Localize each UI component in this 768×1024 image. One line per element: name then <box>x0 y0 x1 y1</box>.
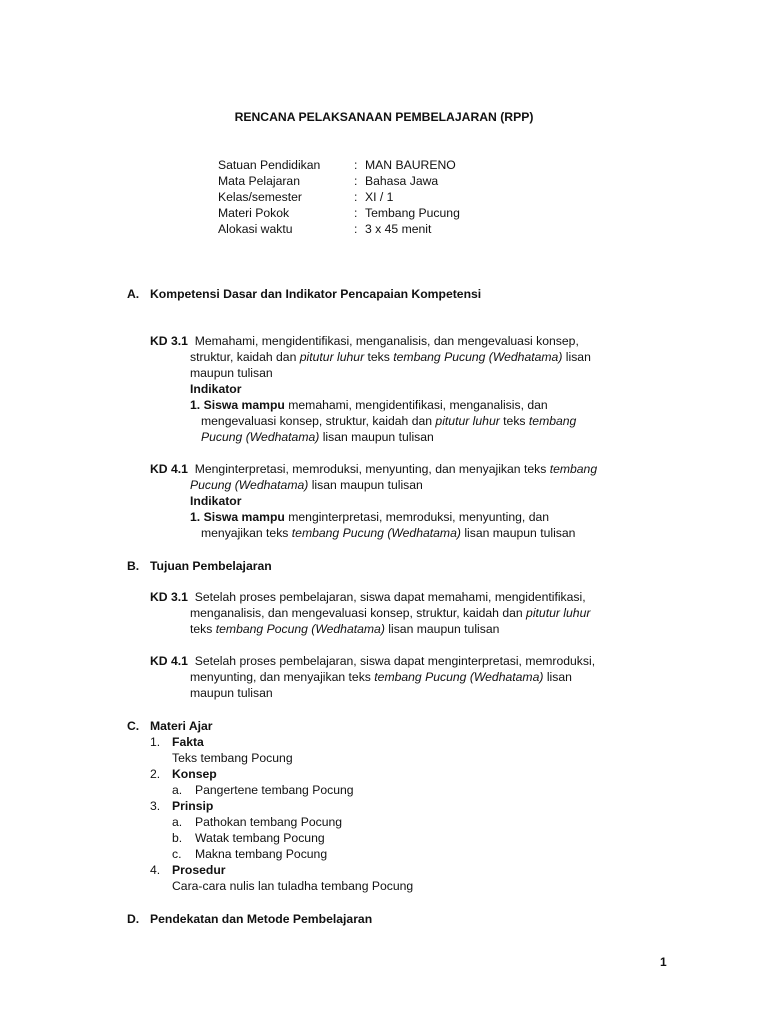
meta-label: Mata Pelajaran <box>218 174 300 188</box>
kd-code: KD 3.1 <box>150 334 188 348</box>
indikator-item: 1. Siswa mampu memahami, mengidentifikasi, menganalisis, dan <box>190 398 548 412</box>
page-number: 1 <box>660 955 667 969</box>
tujuan-kd41-line3: maupun tulisan <box>190 686 273 700</box>
meta-label: Alokasi waktu <box>218 222 293 236</box>
tujuan-kd31-line2: menganalisis, dan mengevaluasi konsep, struktur, kaidah dan pitutur luhur <box>190 606 591 620</box>
materi-text: Cara-cara nulis lan tuladha tembang Pocung <box>172 879 414 893</box>
meta-label: Satuan Pendidikan <box>218 158 321 172</box>
kd31-line1: KD 3.1 Memahami, mengidentifikasi, menganalisis, dan mengevaluasi konsep, <box>150 334 579 348</box>
materi-item-konsep: 2. <box>150 767 161 781</box>
section-a-heading: A. Kompetensi Dasar dan Indikator Pencapaian Kompetensi <box>127 287 482 301</box>
meta-label: Materi Pokok <box>218 206 290 220</box>
meta-value: MAN BAURENO <box>365 158 456 172</box>
kd41-line2: Pucung (Wedhatama) lisan maupun tulisan <box>190 478 423 492</box>
materi-sub-item: Watak tembang Pocung <box>195 831 325 845</box>
materi-sub-item: Pathokan tembang Pocung <box>195 815 343 829</box>
indikator-item: 1. Siswa mampu menginterpretasi, memroduksi, menyunting, dan <box>190 510 550 524</box>
document-title: RENCANA PELAKSANAAN PEMBELAJARAN (RPP) <box>234 110 534 124</box>
section-c-heading: C. Materi Ajar <box>127 719 213 733</box>
meta-value: XI / 1 <box>365 190 394 204</box>
meta-value: Tembang Pucung <box>365 206 460 220</box>
indikator-label: Indikator <box>190 382 242 396</box>
kd-code: KD 4.1 <box>150 462 188 476</box>
indikator-label: Indikator <box>190 494 242 508</box>
section-b-heading: B. Tujuan Pembelajaran <box>127 559 272 573</box>
indikator-item-line2: mengevaluasi konsep, struktur, kaidah dan pitutur luhur teks tembang <box>201 414 577 428</box>
kd-code: KD 4.1 <box>150 654 188 668</box>
tujuan-kd31-line3: teks tembang Pocung (Wedhatama) lisan maupun tulisan <box>190 622 500 636</box>
kd-code: KD 3.1 <box>150 590 188 604</box>
materi-item-prosedur: 4. <box>150 863 161 877</box>
meta-value: Bahasa Jawa <box>365 174 439 188</box>
meta-label: Kelas/semester <box>218 190 302 204</box>
materi-text: Teks tembang Pocung <box>172 751 293 765</box>
meta-value: 3 x 45 menit <box>365 222 432 236</box>
kd41-line1: KD 4.1 Menginterpretasi, memroduksi, menyunting, dan menyajikan teks tembang <box>150 462 598 476</box>
section-d-heading: D. Pendekatan dan Metode Pembelajaran <box>127 912 373 926</box>
indikator-item-line2: menyajikan teks tembang Pucung (Wedhatama) lisan maupun tulisan <box>201 526 576 540</box>
materi-item-prinsip: 3. <box>150 799 161 813</box>
materi-sub-item: Makna tembang Pocung <box>195 847 328 861</box>
tujuan-kd41-line1: KD 4.1 Setelah proses pembelajaran, siswa dapat menginterpretasi, memroduksi, <box>150 654 596 668</box>
kd31-line2: struktur, kaidah dan pitutur luhur teks tembang Pucung (Wedhatama) lisan <box>190 350 591 364</box>
tujuan-kd31-line1: KD 3.1 Setelah proses pembelajaran, siswa dapat memahami, mengidentifikasi, <box>150 590 586 604</box>
indikator-item-line3: Pucung (Wedhatama) lisan maupun tulisan <box>201 430 434 444</box>
materi-item-fakta: 1. <box>150 735 161 749</box>
tujuan-kd41-line2: menyunting, dan menyajikan teks tembang Pucung (Wedhatama) lisan <box>190 670 572 684</box>
kd31-line3: maupun tulisan <box>190 366 273 380</box>
materi-sub-item: Pangertene tembang Pocung <box>195 783 354 797</box>
